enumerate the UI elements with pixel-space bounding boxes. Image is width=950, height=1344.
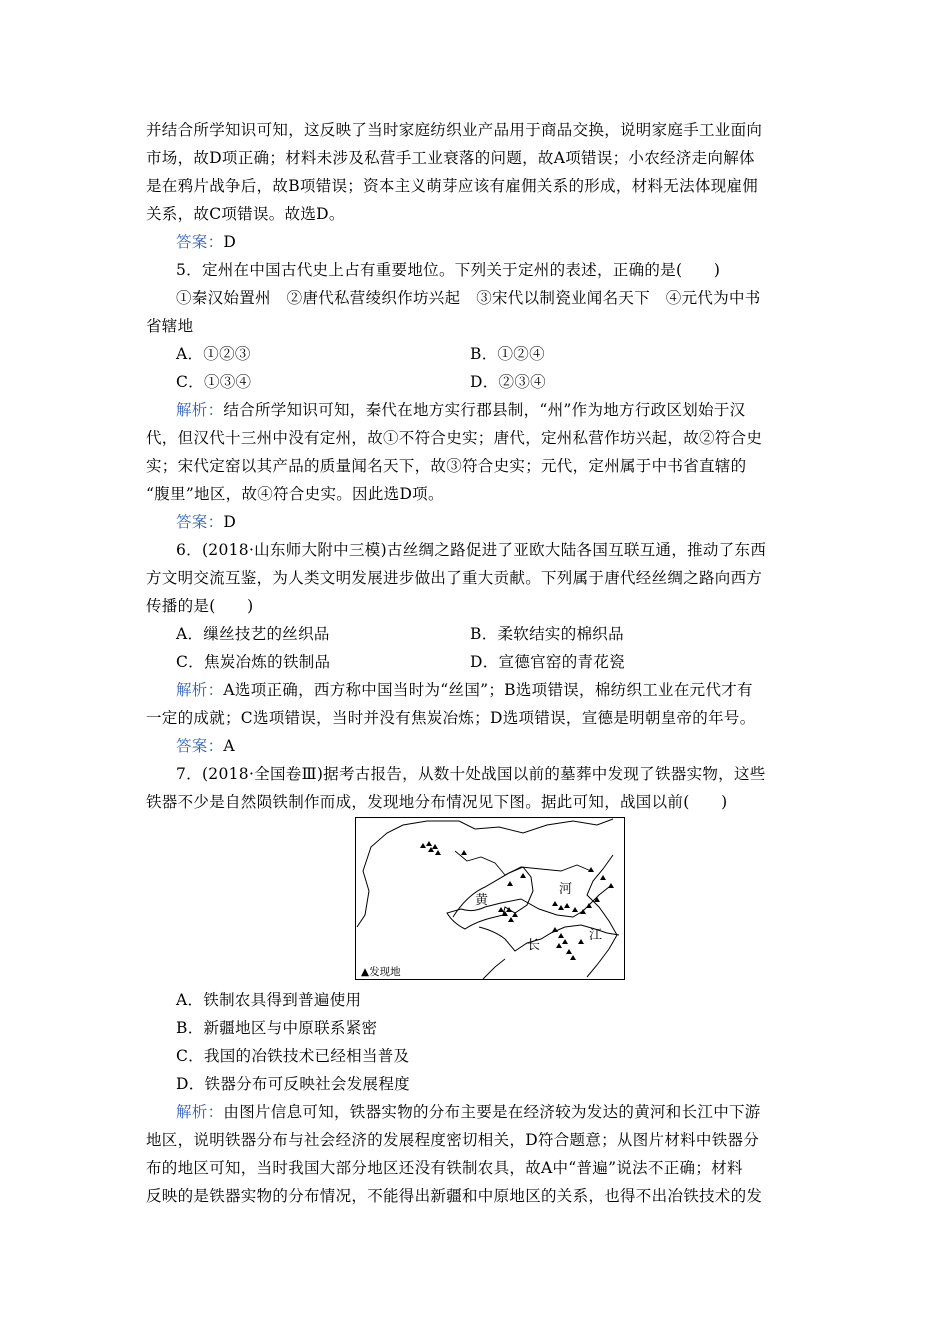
option-b: B．柔软结实的棉织品 xyxy=(470,625,624,643)
question-7-stem: 7．(2018·全国卷Ⅲ)据考古报告，从数十处战国以前的墓葬中发现了铁器实物，这些 xyxy=(176,765,766,783)
text-line: 并结合所学知识可知，这反映了当时家庭纺织业产品用于商品交换，说明家庭手工业面向 xyxy=(146,121,763,139)
text-line: 市场，故D项正确；材料未涉及私营手工业衰落的问题，故A项错误；小农经济走向解体 xyxy=(146,149,755,167)
question-6-stem-cont: 传播的是( ) xyxy=(146,597,254,615)
option-d: D．宣德官窑的青花瓷 xyxy=(470,653,625,671)
map-label-huang: 黄 xyxy=(475,893,489,908)
question-6-stem-cont: 方文明交流互鉴，为人类文明发展进步做出了重大贡献。下列属于唐代经丝绸之路向西方 xyxy=(146,569,763,587)
answer-line xyxy=(176,508,836,536)
analysis-label: 解析： xyxy=(176,401,224,419)
question-5-stem: 5．定州在中国古代史上占有重要地位。下列关于定州的表述，正确的是( ) xyxy=(176,261,721,279)
question-7-option-c: C．我国的冶铁技术已经相当普及 xyxy=(176,1047,410,1065)
question-5-items-cont: 省辖地 xyxy=(146,317,194,335)
analysis-line: 解析：A选项正确，西方称中国当时为“丝国”；B选项错误，棉纺织工业在元代才有 xyxy=(176,681,753,699)
question-5-items: ①秦汉始置州 ②唐代私营绫织作坊兴起 ③宋代以制瓷业闻名天下 ④元代为中书 xyxy=(176,289,761,307)
map-label-chang: 长 xyxy=(527,938,541,953)
analysis-line: 实；宋代定窑以其产品的质量闻名天下，故③符合史实；元代，定州属于中书省直辖的 xyxy=(146,457,747,475)
iron-discovery-map xyxy=(355,817,625,980)
analysis-line: 代，但汉代十三州中没有定州，故①不符合史实；唐代，定州私营作坊兴起，故②符合史 xyxy=(146,429,763,447)
option-a: A．①②③ xyxy=(176,345,251,363)
analysis-line: 地区，说明铁器分布与社会经济的发展程度密切相关，D符合题意；从图片材料中铁器分 xyxy=(146,1131,760,1149)
map-label-he: 河 xyxy=(559,882,573,897)
option-d: D．②③④ xyxy=(470,373,546,391)
question-7-option-a: A．铁制农具得到普遍使用 xyxy=(176,991,362,1009)
map-legend: ▲发现地 xyxy=(361,966,401,978)
analysis-line: 解析：结合所学知识可知，秦代在地方实行郡县制，“州”作为地方行政区划始于汉 xyxy=(176,401,746,419)
analysis-label: 解析： xyxy=(176,1103,224,1121)
answer-line xyxy=(176,228,836,256)
question-5-options-row xyxy=(176,340,836,368)
question-7-option-b: B．新疆地区与中原联系紧密 xyxy=(176,1019,378,1037)
question-6-options-row xyxy=(176,648,836,676)
answer-label: 答案： xyxy=(176,513,224,531)
text-line: 关系，故C项错误。故选D。 xyxy=(146,205,345,223)
answer-label: 答案： xyxy=(176,233,224,251)
answer-value: A xyxy=(223,737,235,755)
option-c: C．焦炭冶炼的铁制品 xyxy=(176,653,331,671)
analysis-line: 一定的成就；C选项错误，当时并没有焦炭冶炼；D选项错误，宣德是明朝皇帝的年号。 xyxy=(146,709,756,727)
answer-label: 答案： xyxy=(176,737,224,755)
analysis-line: 反映的是铁器实物的分布情况，不能得出新疆和中原地区的关系，也得不出冶铁技术的发 xyxy=(146,1187,763,1205)
option-c: C．①③④ xyxy=(176,373,252,391)
map-label-jiang: 江 xyxy=(589,928,603,943)
analysis-label: 解析： xyxy=(176,681,224,699)
text-line: 是在鸦片战争后，故B项错误；资本主义萌芽应该有雇佣关系的形成，材料无法体现雇佣 xyxy=(146,177,759,195)
answer-value: D xyxy=(223,513,237,531)
answer-line xyxy=(176,732,836,760)
answer-value: D xyxy=(223,233,237,251)
question-6-options-row xyxy=(176,620,836,648)
analysis-line: “腹里”地区，故④符合史实。因此选D项。 xyxy=(146,485,444,503)
option-a: A．缫丝技艺的丝织品 xyxy=(176,625,330,643)
question-6-stem: 6．(2018·山东师大附中三模)古丝绸之路促进了亚欧大陆各国互联互通，推动了东西 xyxy=(176,541,767,559)
question-5-options-row xyxy=(176,368,836,396)
analysis-line: 解析：由图片信息可知，铁器实物的分布主要是在经济较为发达的黄河和长江中下游 xyxy=(176,1103,761,1121)
analysis-line: 布的地区可知，当时我国大部分地区还没有铁制农具，故A中“普遍”说法不正确；材料 xyxy=(146,1159,743,1177)
option-b: B．①②④ xyxy=(470,345,545,363)
question-7-option-d: D．铁器分布可反映社会发展程度 xyxy=(176,1075,410,1093)
question-7-stem-cont: 铁器不少是自然陨铁制作而成，发现地分布情况见下图。据此可知，战国以前( ) xyxy=(146,793,728,811)
